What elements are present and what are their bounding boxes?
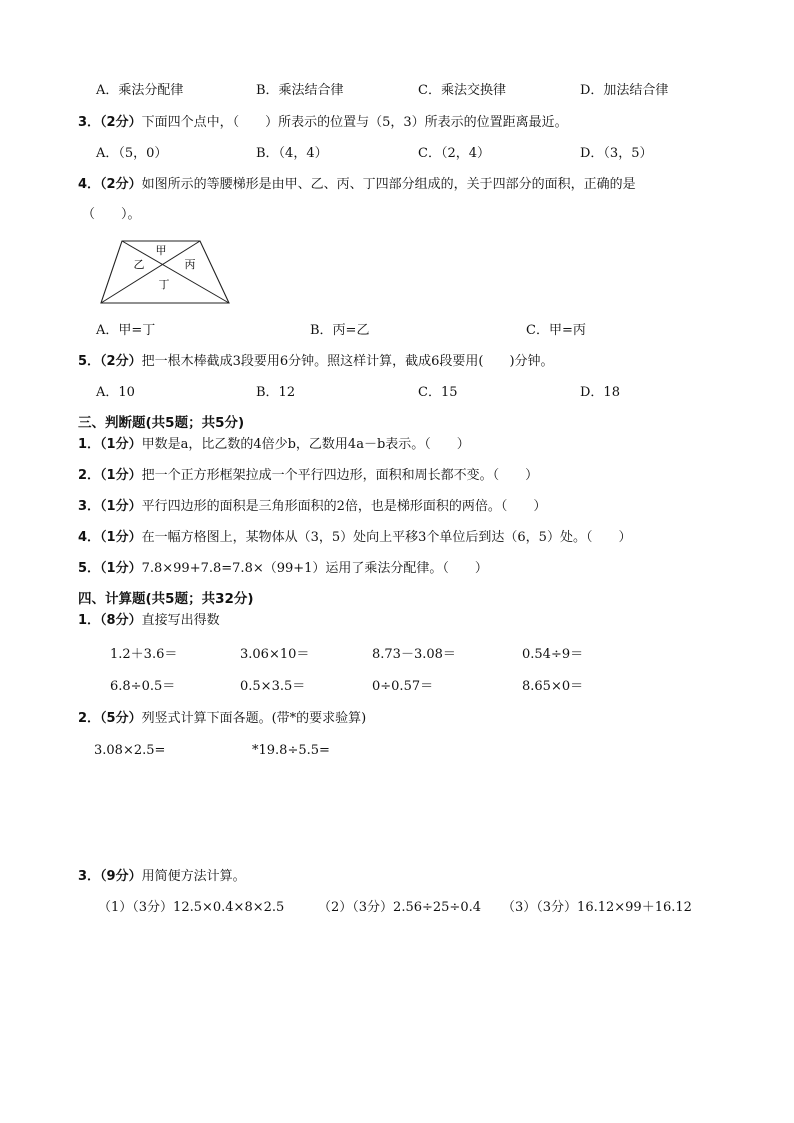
section-4-title: 四、计算题(共5题；共32分) xyxy=(78,591,254,607)
label-bing: 丙 xyxy=(184,258,196,271)
question-score: （1分） xyxy=(100,530,142,545)
q2-option-b: B．乘法结合律 xyxy=(256,83,344,98)
calc-expression: 6.8÷0.5＝ xyxy=(110,679,176,694)
q2-option-a: A．乘法分配律 xyxy=(96,83,184,98)
judge-item-2 xyxy=(78,467,538,485)
trapezoid-diagonal xyxy=(101,241,200,303)
question-number: 5． xyxy=(78,561,101,576)
question-score: （2分） xyxy=(100,354,142,369)
question-text: 如图所示的等腰梯形是由甲、乙、丙、丁四部分组成的，关于四部分的面积，正确的是 xyxy=(141,177,636,192)
label-jia: 甲 xyxy=(155,244,167,257)
question-score: （5分） xyxy=(100,711,142,726)
question-text: 直接写出得数 xyxy=(141,613,220,628)
question-number: 4． xyxy=(78,177,101,192)
trapezoid-diagonal xyxy=(122,241,229,303)
question-score: （1分） xyxy=(100,437,142,452)
question-score: （1分） xyxy=(100,468,142,483)
label-ding: 丁 xyxy=(158,278,170,291)
simplify-item: （3）（3分）16.12×99＋16.12 xyxy=(502,900,692,915)
question-score: （1分） xyxy=(100,561,142,576)
q3-option-c: C．（2，4） xyxy=(418,146,490,161)
question-score: （1分） xyxy=(100,499,142,514)
q4-option-a: A．甲=丁 xyxy=(96,323,156,338)
question-number: 1． xyxy=(78,613,101,628)
question-text: 在一幅方格图上，某物体从（3，5）处向上平移3个单位后到达（6，5）处。（ ） xyxy=(141,530,632,545)
question-4-blank: （ ）。 xyxy=(82,207,141,222)
calc-expression: 1.2＋3.6＝ xyxy=(110,647,178,662)
question-text: 用简便方法计算。 xyxy=(141,869,246,884)
question-number: 3． xyxy=(78,869,101,884)
question-score: （2分） xyxy=(100,177,142,192)
question-number: 1． xyxy=(78,437,101,452)
vertical-calc-item: *19.8÷5.5= xyxy=(252,743,330,758)
question-text: 把一根木棒截成3段要用6分钟。照这样计算，截成6段要用( )分钟。 xyxy=(141,354,554,369)
q4-option-b: B．丙=乙 xyxy=(310,323,370,338)
question-4 xyxy=(78,176,636,194)
q4-option-c: C．甲=丙 xyxy=(526,323,586,338)
calc-expression: 3.06×10＝ xyxy=(240,647,310,662)
q2-option-c: C．乘法交换律 xyxy=(418,83,506,98)
judge-item-3 xyxy=(78,498,546,516)
q3-option-b: B．（4，4） xyxy=(256,146,328,161)
calc-expression: 0÷0.57＝ xyxy=(372,679,434,694)
q3-option-d: D．（3，5） xyxy=(580,146,653,161)
question-text: 下面四个点中，（ ）所表示的位置与（5，3）所表示的位置距离最近。 xyxy=(141,115,568,130)
question-score: （9分） xyxy=(100,869,142,884)
simplify-item: （1）（3分）12.5×0.4×8×2.5 xyxy=(98,900,285,915)
question-3 xyxy=(78,114,568,132)
calc-question-2 xyxy=(78,710,366,728)
question-5 xyxy=(78,353,554,371)
question-text: 列竖式计算下面各题。(带*的要求验算) xyxy=(141,711,367,726)
calc-expression: 0.5×3.5＝ xyxy=(240,679,306,694)
calc-question-3 xyxy=(78,868,246,886)
question-number: 5． xyxy=(78,354,101,369)
section-3-title: 三、判断题(共5题；共5分) xyxy=(78,415,245,431)
isosceles-trapezoid-figure xyxy=(98,238,232,306)
label-yi: 乙 xyxy=(133,258,145,271)
vertical-calc-item: 3.08×2.5= xyxy=(94,743,166,758)
question-text: 平行四边形的面积是三角形面积的2倍，也是梯形面积的两倍。（ ） xyxy=(141,499,547,514)
q5-option-a: A．10 xyxy=(96,385,135,400)
q5-option-d: D．18 xyxy=(580,385,620,400)
question-text: 把一个正方形框架拉成一个平行四边形，面积和周长都不变。（ ） xyxy=(141,468,539,483)
question-text: 甲数是a，比乙数的4倍少b，乙数用4a－b表示。（ ） xyxy=(141,437,470,452)
question-text: 7.8×99+7.8=7.8×（99+1）运用了乘法分配律。（ ） xyxy=(141,561,488,576)
judge-item-5 xyxy=(78,560,488,578)
q5-option-b: B．12 xyxy=(256,385,296,400)
question-score: （8分） xyxy=(100,613,142,628)
judge-item-1 xyxy=(78,436,470,454)
question-number: 4． xyxy=(78,530,101,545)
simplify-item: （2）（3分）2.56÷25÷0.4 xyxy=(318,900,481,915)
q5-option-c: C．15 xyxy=(418,385,458,400)
calc-expression: 8.65×0＝ xyxy=(522,679,584,694)
judge-item-4 xyxy=(78,529,631,547)
question-number: 3． xyxy=(78,115,101,130)
calc-question-1 xyxy=(78,612,220,630)
question-number: 3． xyxy=(78,499,101,514)
calc-expression: 0.54÷9＝ xyxy=(522,647,584,662)
calc-expression: 8.73－3.08＝ xyxy=(372,647,456,662)
question-score: （2分） xyxy=(100,115,142,130)
q2-option-d: D．加法结合律 xyxy=(580,83,669,98)
q3-option-a: A．（5，0） xyxy=(96,146,168,161)
question-number: 2． xyxy=(78,468,101,483)
question-number: 2． xyxy=(78,711,101,726)
